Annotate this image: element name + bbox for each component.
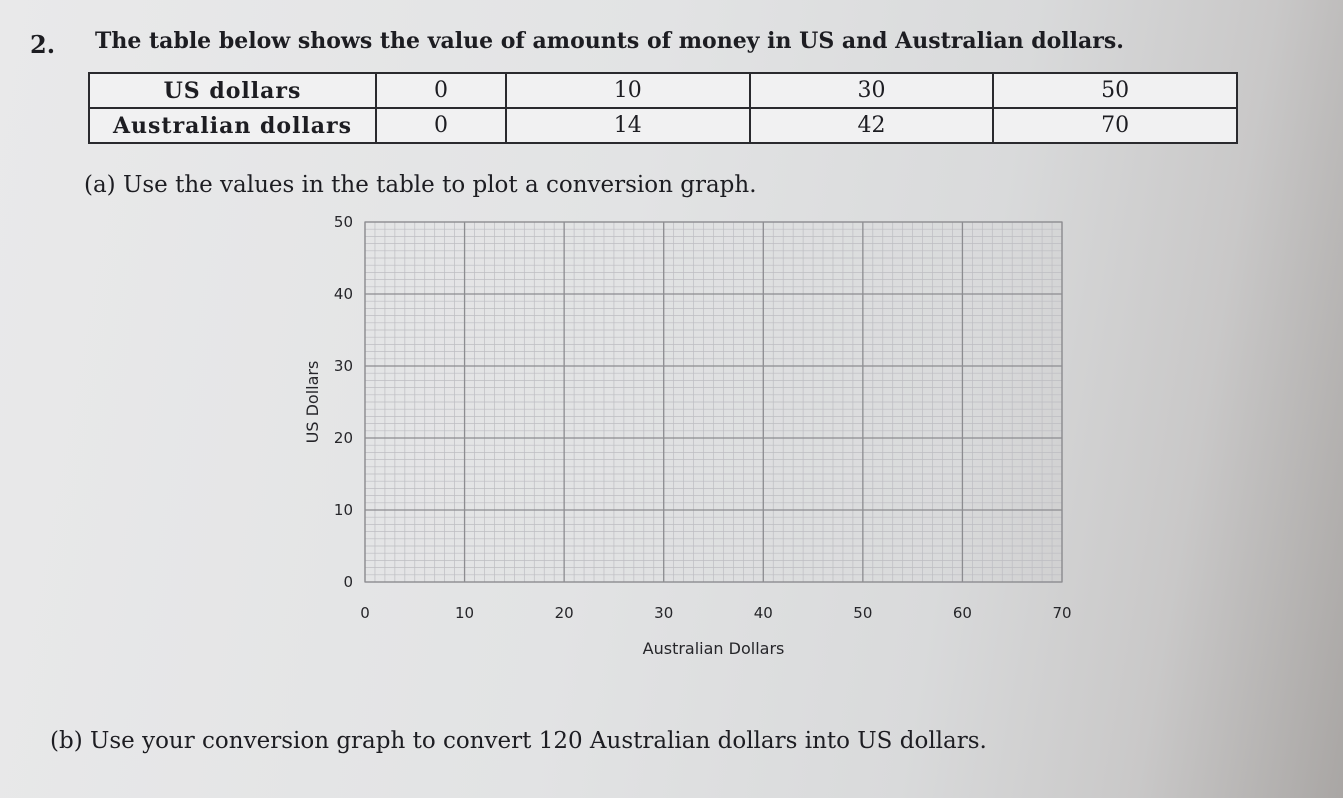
table-cell: 70 (993, 108, 1237, 143)
x-tick-label: 70 (1052, 604, 1072, 622)
y-tick-label: 20 (333, 429, 353, 447)
x-tick-label: 20 (554, 604, 574, 622)
x-tick-label: 0 (360, 604, 370, 622)
x-tick-label: 30 (654, 604, 674, 622)
x-tick-labels (360, 604, 1071, 622)
question-text: The table below shows the value of amounts of money in US and Australian dollars. (95, 28, 1124, 54)
table-cell: 42 (750, 108, 994, 143)
table-cell: 30 (750, 73, 994, 108)
x-axis-title: Australian Dollars (642, 639, 785, 658)
y-axis-title: US Dollars (303, 360, 322, 444)
x-tick-label: 40 (753, 604, 773, 622)
table-cell: 14 (506, 108, 750, 143)
y-tick-label: 10 (333, 501, 353, 519)
table-cell: 0 (376, 73, 506, 108)
y-tick-label: 50 (333, 213, 353, 231)
part-a-instruction: (a) Use the values in the table to plot a conversion graph. (84, 172, 757, 198)
part-b-instruction: (b) Use your conversion graph to convert 120 Australian dollars into US dollars. (50, 728, 987, 754)
x-tick-label: 50 (853, 604, 873, 622)
x-tick-label: 10 (455, 604, 475, 622)
table-row-label: Australian dollars (89, 108, 376, 143)
y-tick-labels (334, 213, 353, 591)
table-row-label: US dollars (89, 73, 376, 108)
x-tick-label: 60 (952, 604, 972, 622)
y-tick-label: 0 (343, 573, 353, 591)
y-tick-label: 30 (333, 357, 353, 375)
minor-grid (365, 222, 1062, 582)
y-tick-label: 40 (333, 285, 353, 303)
table-cell: 0 (376, 108, 506, 143)
table-cell: 50 (993, 73, 1237, 108)
table-cell: 10 (506, 73, 750, 108)
question-number: 2. (30, 30, 56, 59)
